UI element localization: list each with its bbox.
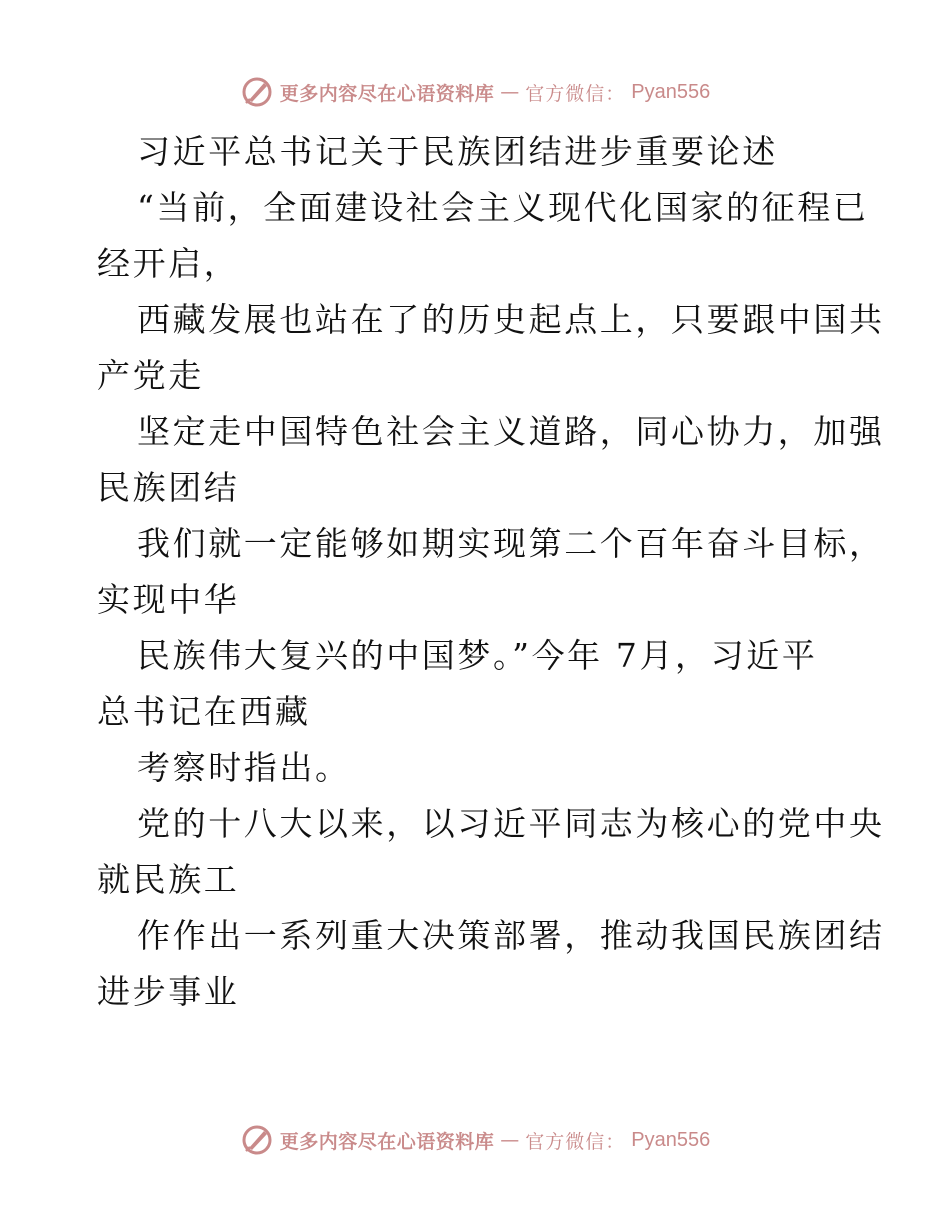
document-line: 西藏发展也站在了的历史起点上，只要跟中国共: [137, 300, 885, 339]
document-line: 作作出一系列重大决策部署，推动我国民族团结: [137, 916, 885, 955]
document-body: [97, 124, 885, 1020]
watermark-label: 官方微信：: [525, 82, 626, 105]
quill-logo-icon: [240, 1123, 274, 1157]
document-line: 习近平总书记关于民族团结进步重要论述: [137, 132, 778, 171]
watermark-label: 官方微信：: [525, 1130, 626, 1153]
document-line: 实现中华: [97, 580, 240, 619]
header-watermark: [0, 72, 950, 112]
document-line: 我们就一定能够如期实现第二个百年奋斗目标，: [137, 524, 885, 563]
document-line: 党的十八大以来，以习近平同志为核心的党中央: [137, 804, 885, 843]
quill-logo-icon: [240, 75, 274, 109]
document-line: 民族伟大复兴的中国梦。”今年 7月，习近平: [137, 636, 818, 675]
document-line: 经开启，: [97, 244, 240, 283]
watermark-separator: —: [500, 1129, 520, 1151]
document-line: 考察时指出。: [137, 748, 351, 787]
document-line: 就民族工: [97, 860, 240, 899]
watermark-brand-text: 更多内容尽在心语资料库: [279, 1130, 495, 1153]
document-line: “当前，全面建设社会主义现代化国家的征程已: [137, 188, 869, 227]
document-line: 坚定走中国特色社会主义道路，同心协力，加强: [137, 412, 885, 451]
document-line: 民族团结: [97, 468, 240, 507]
document-line: 总书记在西藏: [97, 692, 311, 731]
watermark-separator: —: [500, 81, 520, 103]
document-line: 产党走: [97, 356, 204, 395]
watermark-account: Pyan556: [631, 1128, 711, 1151]
document-line: 进步事业: [97, 972, 240, 1011]
watermark-account: Pyan556: [631, 80, 711, 103]
footer-watermark: [0, 1120, 950, 1160]
watermark-brand-text: 更多内容尽在心语资料库: [279, 82, 495, 105]
